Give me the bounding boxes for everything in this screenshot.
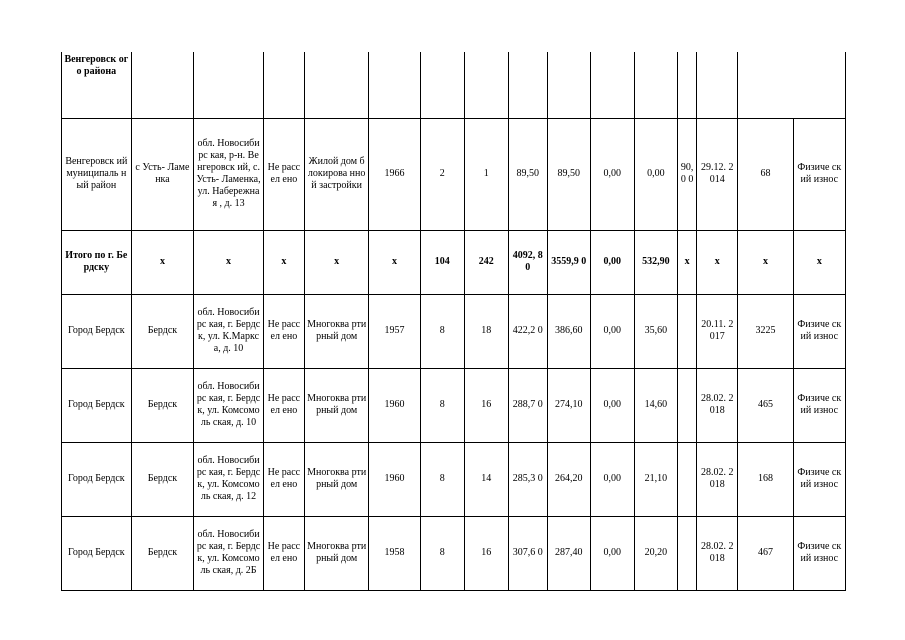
- table-cell: 4092, 80: [508, 230, 547, 294]
- table-cell: Венгеровск ий муниципаль ный район: [62, 118, 132, 230]
- table-cell: 3225: [738, 294, 793, 368]
- table-cell: Город Бердск: [62, 294, 132, 368]
- table-cell: 29.12. 2014: [697, 118, 738, 230]
- table-cell: [590, 52, 634, 118]
- table-cell: х: [677, 230, 696, 294]
- table-cell: [263, 52, 304, 118]
- table-cell: 89,50: [508, 118, 547, 230]
- table-cell: 14: [464, 442, 508, 516]
- table-cell: 2: [420, 118, 464, 230]
- table-cell: [677, 294, 696, 368]
- table-row: [62, 442, 846, 516]
- table-cell: Итого по г. Бердску: [62, 230, 132, 294]
- table-cell: х: [304, 230, 369, 294]
- table-cell: 16: [464, 516, 508, 590]
- table-cell: 1966: [369, 118, 420, 230]
- table-cell: 8: [420, 516, 464, 590]
- table-cell: х: [738, 230, 793, 294]
- table-cell: 0,00: [634, 118, 677, 230]
- table-cell: [420, 52, 464, 118]
- table-cell: Многоква ртирный дом: [304, 442, 369, 516]
- table-cell: 285,3 0: [508, 442, 547, 516]
- table-cell: [677, 368, 696, 442]
- section-row: [62, 52, 846, 118]
- table-cell: 28.02. 2018: [697, 442, 738, 516]
- table-cell: 422,2 0: [508, 294, 547, 368]
- table-cell: х: [697, 230, 738, 294]
- table-cell: Не рассел ено: [263, 368, 304, 442]
- table-row: [62, 118, 846, 230]
- table-row: [62, 516, 846, 590]
- table-cell: Многоква ртирный дом: [304, 294, 369, 368]
- table-cell: Не рассел ено: [263, 516, 304, 590]
- table-cell: 1958: [369, 516, 420, 590]
- table-cell: 532,90: [634, 230, 677, 294]
- table-cell: 35,60: [634, 294, 677, 368]
- table-cell: Город Бердск: [62, 516, 132, 590]
- table-cell: 467: [738, 516, 793, 590]
- table-cell: Не рассел ено: [263, 442, 304, 516]
- table-cell: обл. Новосибирс кая, р-н. Венгеровск ий, с. Усть- Ламенка, ул. Набережная , д. 13: [194, 118, 264, 230]
- table-cell: 20.11. 2017: [697, 294, 738, 368]
- table-cell: Физиче ский износ: [793, 294, 845, 368]
- table-cell: Не рассел ено: [263, 294, 304, 368]
- table-cell: 0,00: [590, 230, 634, 294]
- table-cell: [677, 52, 696, 118]
- table-cell: обл. Новосибирс кая, г. Бердск, ул. Комсомоль ская, д. 10: [194, 368, 264, 442]
- table-cell: 28.02. 2018: [697, 516, 738, 590]
- table-cell: х: [263, 230, 304, 294]
- table-cell: 1: [464, 118, 508, 230]
- table-cell: 0,00: [590, 516, 634, 590]
- table-cell: [547, 52, 590, 118]
- table-cell: 0,00: [590, 118, 634, 230]
- table-cell: 21,10: [634, 442, 677, 516]
- table-cell: обл. Новосибирс кая, г. Бердск, ул. К.Маркса, д. 10: [194, 294, 264, 368]
- table-cell: [634, 52, 677, 118]
- table-cell: 168: [738, 442, 793, 516]
- table-cell: [304, 52, 369, 118]
- table-cell: Бердск: [131, 368, 194, 442]
- table-row: [62, 294, 846, 368]
- table-cell: 0,00: [590, 368, 634, 442]
- table-cell: 28.02. 2018: [697, 368, 738, 442]
- table-cell: обл. Новосибирс кая, г. Бердск, ул. Комсомоль ская, д. 12: [194, 442, 264, 516]
- table-cell: с Усть- Ламенка: [131, 118, 194, 230]
- table-cell: Бердск: [131, 442, 194, 516]
- table-cell: Жилой дом блокирова нной застройки: [304, 118, 369, 230]
- table-cell: Бердск: [131, 516, 194, 590]
- table-cell: Город Бердск: [62, 368, 132, 442]
- table-cell: 18: [464, 294, 508, 368]
- table-cell: 264,20: [547, 442, 590, 516]
- table-cell: 1960: [369, 442, 420, 516]
- table-cell: х: [793, 230, 845, 294]
- table-cell: Венгеровск ого района: [62, 52, 132, 118]
- table-cell: 465: [738, 368, 793, 442]
- table-cell: 0,00: [590, 294, 634, 368]
- table-cell: Город Бердск: [62, 442, 132, 516]
- table-cell: 89,50: [547, 118, 590, 230]
- table-cell: 90,0 0: [677, 118, 696, 230]
- table-cell: 8: [420, 442, 464, 516]
- table-cell: 104: [420, 230, 464, 294]
- table-cell: обл. Новосибирс кая, г. Бердск, ул. Комсомоль ская, д. 2Б: [194, 516, 264, 590]
- table-cell: 0,00: [590, 442, 634, 516]
- total-row: [62, 230, 846, 294]
- table-cell: [369, 52, 420, 118]
- table-cell: [131, 52, 194, 118]
- table-cell: [677, 516, 696, 590]
- table-cell: 68: [738, 118, 793, 230]
- table-cell: Не рассел ено: [263, 118, 304, 230]
- housing-table: [61, 52, 846, 591]
- table-cell: Физиче ский износ: [793, 118, 845, 230]
- table-cell: 8: [420, 294, 464, 368]
- table-row: [62, 368, 846, 442]
- table-cell: Бердск: [131, 294, 194, 368]
- table-cell: 1957: [369, 294, 420, 368]
- table-cell: 307,6 0: [508, 516, 547, 590]
- table-cell: Физиче ский износ: [793, 442, 845, 516]
- table-cell: 20,20: [634, 516, 677, 590]
- table-cell: [677, 442, 696, 516]
- table-cell: 3559,9 0: [547, 230, 590, 294]
- table-cell: 16: [464, 368, 508, 442]
- table-cell: [738, 52, 846, 118]
- table-cell: х: [131, 230, 194, 294]
- table-cell: [508, 52, 547, 118]
- table-cell: 386,60: [547, 294, 590, 368]
- table-cell: Физиче ский износ: [793, 368, 845, 442]
- table-cell: Многоква ртирный дом: [304, 516, 369, 590]
- table-cell: [697, 52, 738, 118]
- table-cell: 242: [464, 230, 508, 294]
- table-cell: Физиче ский износ: [793, 516, 845, 590]
- table-cell: 1960: [369, 368, 420, 442]
- table-cell: 274,10: [547, 368, 590, 442]
- table-cell: х: [369, 230, 420, 294]
- table-cell: [194, 52, 264, 118]
- table-cell: 8: [420, 368, 464, 442]
- table-cell: Многоква ртирный дом: [304, 368, 369, 442]
- table-cell: 287,40: [547, 516, 590, 590]
- table-cell: 288,7 0: [508, 368, 547, 442]
- table-cell: х: [194, 230, 264, 294]
- table-cell: [464, 52, 508, 118]
- table-cell: 14,60: [634, 368, 677, 442]
